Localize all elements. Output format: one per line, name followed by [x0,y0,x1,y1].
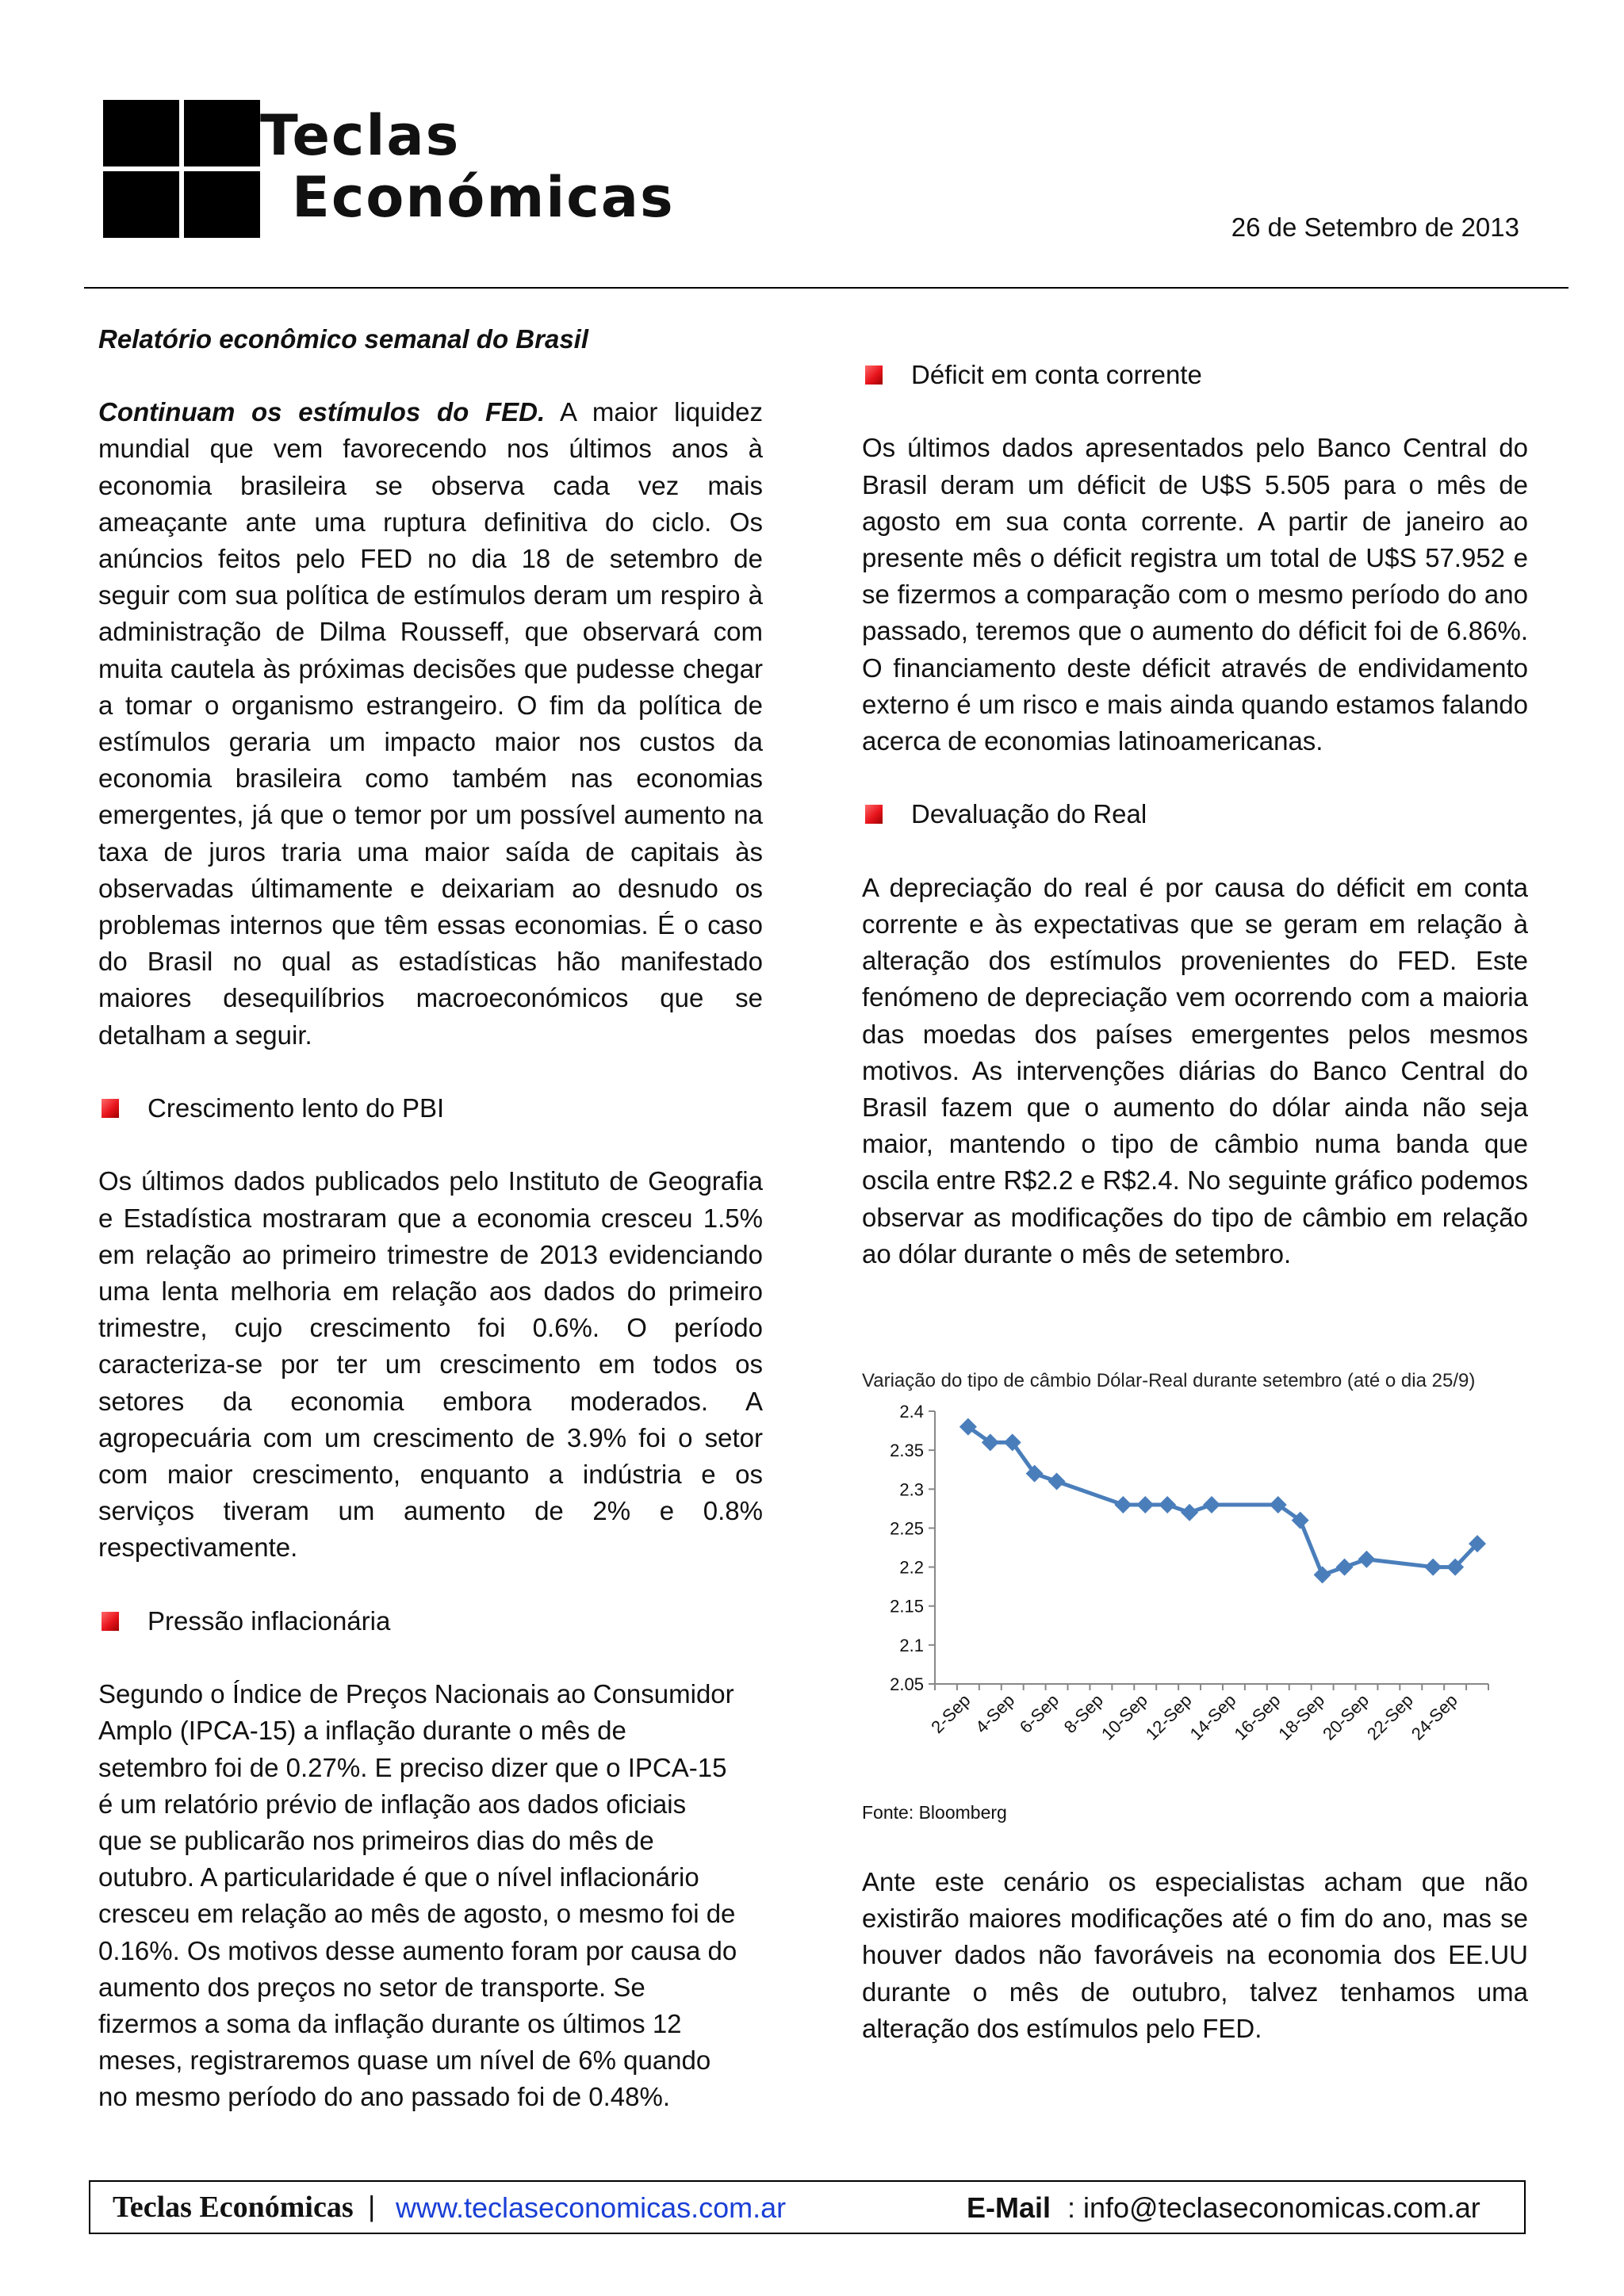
x-tick-label: 14-Sep [1185,1689,1240,1744]
x-tick-label: 4-Sep [971,1689,1019,1738]
x-tick-label: 2-Sep [927,1689,975,1738]
text-line: outubro. A particularidade é que o nível inflacionário [98,1862,699,1892]
bullet-icon [865,805,883,824]
data-point [1314,1566,1331,1583]
logo-line2: Económicas [292,165,675,230]
conclusion-paragraph: Ante este cenário os especialistas acham que não existirão maiores modificações até o fim do ano, mas se houver dados não favoráveis na economia dos EE.UU durante o mês de outubro, talvez tenhamos uma alteração dos estímulos pelo FED. [862,1867,1528,2043]
section-title: Pressão inflacionária [147,1605,391,1636]
footer-separator: | [368,2190,376,2222]
y-tick-label: 2.25 [890,1518,924,1539]
inflation-paragraph [98,1676,763,2115]
deficit-paragraph: Os últimos dados apresentados pelo Banco Central do Brasil deram um déficit de U$S 5.505 para o mês de agosto em sua conta corrente. A partir de janeiro ao presente mês o déficit registra um total de U$S 57.952 e se fizermos a comparação com o mesmo período do ano passado, teremos que o aumento do déficit foi de 6.86%. O financiamento deste déficit através de endividamento externo é um risco e mais ainda quando estamos falando acerca de economias latinoamericanas. [862,433,1528,756]
x-tick-label: 12-Sep [1141,1689,1196,1744]
text-line: aumento dos preços no setor de transporte. Se [98,1972,645,2002]
text-line: que se publicarão nos primeiros dias do mês de [98,1826,654,1856]
y-tick-label: 2.35 [890,1441,924,1461]
data-point [1424,1559,1442,1576]
logo-line1: Teclas [260,103,461,168]
exchange-rate-chart [862,1370,1528,1830]
data-point [1159,1496,1176,1513]
footer-website-link[interactable]: www.teclaseconomicas.com.ar [396,2191,787,2224]
y-tick-label: 2.05 [890,1674,924,1694]
x-tick-label: 16-Sep [1230,1689,1285,1744]
data-point [1181,1504,1198,1521]
y-tick-label: 2.4 [899,1402,924,1422]
chart-plot [862,1402,1528,1790]
section-title: Déficit em conta corrente [911,360,1202,389]
x-tick-label: 24-Sep [1407,1689,1461,1744]
intro-body: A maior liquidez mundial que vem favorecendo nos últimos anos à economia brasileira se observa cada vez mais ameaçante ante uma ruptura definitiva do ciclo. Os anúncios feitos pelo FED no dia 18 de setembro de seguir com sua política de estímulos deram um respiro à administração de Dilma Rousseff, que observará com muita cautela às próximas decisões que pudesse chegar a tomar o organismo estrangeiro. O fim da política de estímulos geraria um impacto maior nos custos da economia brasileira como também nas economias emergentes, já que o temor por um possível aumento na taxa de juros traria uma maior saída de capitais às observadas últimamente e deixariam ao desnudo os problemas internos que têm essas economias. É o caso do Brasil no qual as estadísticas hão manifestado maiores desequilíbrios macroeconómicos que se detalham a seguir. [98,397,763,1050]
logo-grid-icon [103,100,262,239]
text-line: é um relatório prévio de inflação aos dados oficiais [98,1789,687,1819]
y-tick-label: 2.1 [899,1635,924,1655]
data-point [1114,1496,1132,1513]
report-title: Relatório econômico semanal do Brasil [98,324,589,354]
series-line [968,1427,1477,1575]
header-divider [84,287,1568,289]
y-tick-label: 2.3 [899,1479,924,1500]
intro-lead: Continuam os estímulos do FED. [98,397,546,427]
section-heading-pbi [98,1090,763,1127]
data-point [1358,1551,1375,1568]
text-line: meses, registraremos quase um nível de 6% quando [98,2045,711,2076]
x-tick-label: 6-Sep [1015,1689,1063,1738]
x-tick-label: 22-Sep [1362,1689,1417,1744]
chart-source: Fonte: Bloomberg [862,1802,1007,1823]
bullet-icon [102,1099,119,1118]
bullet-icon [102,1612,119,1631]
section-heading-deficit [862,357,1528,393]
footer-email-link[interactable]: : info@teclaseconomicas.com.ar [1067,2191,1480,2224]
text-line: Amplo (IPCA-15) a inflação durante o mês de [98,1716,626,1746]
y-tick-label: 2.15 [890,1596,924,1617]
text-line: Segundo o Índice de Preços Nacionais ao Consumidor [98,1679,734,1709]
text-line: cresceu em relação ao mês de agosto, o mesmo foi de [98,1899,736,1929]
section-title: Devaluação do Real [911,799,1147,829]
chart-title: Variação do tipo de câmbio Dólar-Real durante setembro (até o dia 25/9) [862,1370,1476,1391]
bullet-icon [865,365,883,385]
footer-brand: Teclas Económicas [113,2191,354,2224]
text-line: 0.16%. Os motivos desse aumento foram por causa do [98,1935,737,1965]
footer-email-label: E-Mail [967,2191,1051,2224]
data-point [1048,1472,1066,1490]
left-column [98,321,763,2116]
section-heading-inflation [98,1603,763,1640]
report-date: 26 de Setembro de 2013 [1231,212,1519,242]
footer [89,2180,1526,2234]
logo [103,100,690,239]
text-line: no mesmo período do ano passado foi de 0.48%. [98,2082,670,2112]
x-tick-label: 20-Sep [1319,1689,1373,1744]
section-title: Crescimento lento do PBI [147,1093,445,1123]
text-line: setembro foi de 0.27%. E preciso dizer que o IPCA-15 [98,1752,727,1782]
x-tick-label: 10-Sep [1097,1689,1151,1744]
section-heading-real [862,796,1528,832]
data-point [1203,1496,1220,1513]
data-point [1336,1559,1354,1576]
data-point [1136,1496,1154,1513]
text-line: fizermos a soma da inflação durante os últimos 12 [98,2009,682,2039]
right-column [862,357,1528,1272]
real-paragraph: A depreciação do real é por causa do déficit em conta corrente e às expectativas que se geram em relação à alteração dos estímulos provenientes do FED. Este fenómeno de depreciação vem ocorrendo com a maioria das moedas dos países emergentes pelos mesmos motivos. As intervenções diárias do Banco Central do Brasil fazem que o aumento do dólar ainda não seja maior, mantendo o tipo de câmbio numa banda que oscila entre R$2.2 e R$2.4. No seguinte gráfico podemos observar as modificações do tipo de câmbio em relação ao dólar durante o mês de setembro. [862,872,1528,1269]
y-tick-label: 2.2 [899,1557,924,1578]
x-tick-label: 18-Sep [1274,1689,1329,1744]
pbi-paragraph: Os últimos dados publicados pelo Instituto de Geografia e Estadística mostraram que a economia cresceu 1.5% em relação ao primeiro trimestre de 2013 evidenciando uma lenta melhoria em relação aos dados do primeiro trimestre, cujo crescimento foi 0.6%. O período caracteriza-se por ter um crescimento em todos os setores da economia embora moderados. A agropecuária com um crescimento de 3.9% foi o setor com maior crescimento, enquanto a indústria e os serviços tiveram um aumento de 2% e 0.8% respectivamente. [98,1166,763,1563]
intro-paragraph [98,394,763,1054]
x-tick-label: 8-Sep [1059,1689,1107,1738]
